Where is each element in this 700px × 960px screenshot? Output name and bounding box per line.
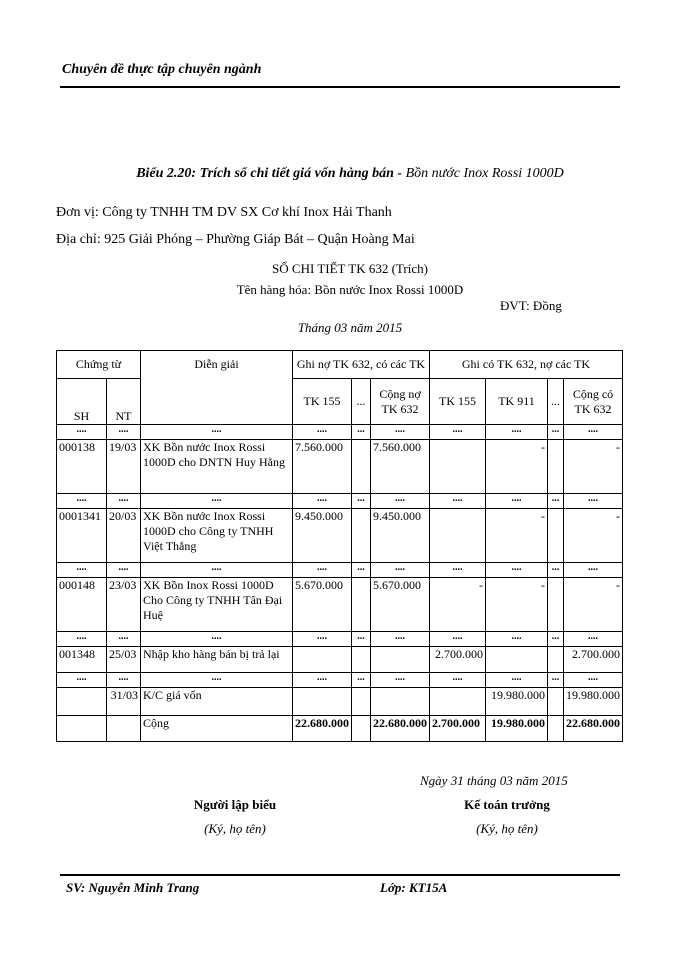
dots-cell: ....: [486, 673, 548, 688]
cell-nt: 31/03: [107, 688, 141, 716]
dots-cell: ....: [141, 425, 293, 440]
cell-congno: [371, 688, 430, 716]
col-cong-co: Cộng có TK 632: [564, 379, 623, 425]
running-header: Chuyên đề thực tập chuyên ngành: [62, 62, 262, 77]
cell-nodots: [352, 688, 371, 716]
col-dots-co: ...: [548, 379, 564, 425]
dots-cell: ....: [57, 563, 107, 578]
dots-cell: ...: [548, 632, 564, 647]
cell-dien-giai: XK Bồn nước Inox Rossi 1000D cho Công ty TNHH Việt Thắng: [141, 509, 293, 563]
dots-cell: ....: [564, 494, 623, 509]
cell-nt: 19/03: [107, 440, 141, 494]
cell-sh: 000148: [57, 578, 107, 632]
cell-sh: [57, 688, 107, 716]
cell-nodots: [352, 578, 371, 632]
cell-co911: [486, 647, 548, 673]
cell-codots: [548, 578, 564, 632]
dots-cell: ....: [107, 494, 141, 509]
cell-sh: 000138: [57, 440, 107, 494]
header-rule: [60, 86, 620, 88]
dots-cell: ...: [352, 563, 371, 578]
col-tk911: TK 911: [486, 379, 548, 425]
dots-cell: ....: [57, 632, 107, 647]
cell-dien-giai: XK Bồn nước Inox Rossi 1000D cho DNTN Huy Hằng: [141, 440, 293, 494]
dots-cell: ....: [486, 563, 548, 578]
dots-cell: ....: [141, 673, 293, 688]
cell-co911: -: [486, 440, 548, 494]
dots-cell: ....: [141, 494, 293, 509]
document-title: [0, 166, 700, 182]
cell-congco: 19.980.000: [564, 688, 623, 716]
cell-nodots: [352, 440, 371, 494]
dots-cell: ....: [430, 632, 486, 647]
col-tk155-co: TK 155: [430, 379, 486, 425]
item-name: Tên hàng hóa: Bồn nước Inox Rossi 1000D: [236, 282, 464, 297]
unit-address: Địa chỉ: 925 Giải Phóng – Phường Giáp Bát – Quận Hoàng Mai: [56, 232, 415, 247]
cell-empty: [107, 716, 141, 742]
cell-congco: 2.700.000: [564, 647, 623, 673]
dots-cell: ....: [107, 673, 141, 688]
dots-cell: ....: [430, 494, 486, 509]
dots-cell: ...: [548, 563, 564, 578]
cell-no155: 9.450.000: [293, 509, 352, 563]
chief-accountant-sign-note: (Ký, họ tên): [476, 821, 538, 836]
dots-row: [57, 632, 623, 647]
cell-dien-giai: XK Bồn Inox Rossi 1000D Cho Công ty TNHH Tân Đại Huệ: [141, 578, 293, 632]
dots-cell: ....: [564, 673, 623, 688]
cell-nodots: [352, 647, 371, 673]
cell-nt: 25/03: [107, 647, 141, 673]
cell-codots: [548, 509, 564, 563]
dots-cell: ....: [107, 632, 141, 647]
col-sh: SH: [57, 379, 107, 425]
dots-cell: ....: [486, 425, 548, 440]
cell-nt: 23/03: [107, 578, 141, 632]
dots-cell: ...: [352, 673, 371, 688]
total-label: Cộng: [141, 716, 293, 742]
col-nt: NT: [107, 379, 141, 425]
dots-cell: ....: [107, 425, 141, 440]
table-row: [57, 440, 623, 494]
cell-empty: [548, 716, 564, 742]
dots-cell: ....: [141, 563, 293, 578]
total-row: [57, 716, 623, 742]
table-row: [57, 509, 623, 563]
col-tk155-no: TK 155: [293, 379, 352, 425]
table-row: [57, 688, 623, 716]
col-dien-giai: Diễn giải: [141, 351, 293, 425]
cell-no155: [293, 688, 352, 716]
class-name: Lớp: KT15A: [380, 880, 448, 895]
col-ghi-no: Ghi nợ TK 632, có các TK: [293, 351, 430, 379]
cell-congco: -: [564, 440, 623, 494]
cell-dien-giai: K/C giá vốn: [141, 688, 293, 716]
col-cong-no: Cộng nợ TK 632: [371, 379, 430, 425]
dots-cell: ....: [293, 494, 352, 509]
preparer-title: Người lập biểu: [193, 797, 277, 812]
cell-congno: 9.450.000: [371, 509, 430, 563]
cell-congno: 5.670.000: [371, 578, 430, 632]
col-dots-no: ...: [352, 379, 371, 425]
dots-cell: ....: [371, 563, 430, 578]
dots-cell: ....: [564, 563, 623, 578]
dots-cell: ...: [548, 494, 564, 509]
total-congco: 22.680.000: [564, 716, 623, 742]
total-no155: 22.680.000: [293, 716, 352, 742]
ledger-title: SỔ CHI TIẾT TK 632 (Trích): [272, 261, 428, 276]
cell-co155: -: [430, 578, 486, 632]
dots-row: [57, 425, 623, 440]
unit-name: Đơn vị: Công ty TNHH TM DV SX Cơ khí Inox Hải Thanh: [56, 205, 392, 220]
cell-sh: 001348: [57, 647, 107, 673]
dots-cell: ....: [371, 494, 430, 509]
ledger-table: [56, 350, 623, 742]
dots-cell: ....: [430, 425, 486, 440]
cell-codots: [548, 688, 564, 716]
dots-cell: ...: [352, 425, 371, 440]
footer-rule: [60, 874, 620, 876]
dots-cell: ....: [293, 673, 352, 688]
cell-congco: -: [564, 578, 623, 632]
cell-codots: [548, 440, 564, 494]
cell-co155: [430, 509, 486, 563]
dots-cell: ...: [352, 494, 371, 509]
period: Tháng 03 năm 2015: [297, 320, 403, 335]
student-name: SV: Nguyễn Minh Trang: [66, 880, 200, 895]
col-chung-tu: Chứng từ: [57, 351, 141, 379]
col-ghi-co: Ghi có TK 632, nợ các TK: [430, 351, 623, 379]
cell-co155: 2.700.000: [430, 647, 486, 673]
dots-cell: ....: [293, 632, 352, 647]
dots-cell: ....: [141, 632, 293, 647]
total-co155: 2.700.000: [430, 716, 486, 742]
dots-cell: ....: [486, 494, 548, 509]
total-congno: 22.680.000: [371, 716, 430, 742]
dots-cell: ....: [486, 632, 548, 647]
currency-unit: ĐVT: Đồng: [500, 298, 562, 313]
cell-co911: -: [486, 509, 548, 563]
dots-cell: ....: [57, 494, 107, 509]
cell-congno: [371, 647, 430, 673]
dots-cell: ....: [293, 563, 352, 578]
dots-cell: ....: [430, 563, 486, 578]
cell-congco: -: [564, 509, 623, 563]
cell-co155: [430, 688, 486, 716]
cell-co911: 19.980.000: [486, 688, 548, 716]
dots-cell: ....: [430, 673, 486, 688]
cell-nt: 20/03: [107, 509, 141, 563]
cell-congno: 7.560.000: [371, 440, 430, 494]
cell-co155: [430, 440, 486, 494]
dots-cell: ....: [564, 632, 623, 647]
dots-cell: ....: [371, 673, 430, 688]
cell-co911: -: [486, 578, 548, 632]
table-row: [57, 578, 623, 632]
dots-cell: ....: [371, 632, 430, 647]
cell-empty: [57, 716, 107, 742]
dots-cell: ...: [352, 632, 371, 647]
total-co911: 19.980.000: [486, 716, 548, 742]
dots-cell: ...: [548, 425, 564, 440]
cell-no155: 5.670.000: [293, 578, 352, 632]
cell-sh: 0001341: [57, 509, 107, 563]
dots-cell: ....: [371, 425, 430, 440]
dots-cell: ....: [57, 425, 107, 440]
title-main: Biểu 2.20: Trích sổ chi tiết giá vốn hàng bán -: [136, 166, 406, 181]
preparer-sign-note: (Ký, họ tên): [204, 821, 266, 836]
cell-empty: [352, 716, 371, 742]
dots-cell: ...: [548, 673, 564, 688]
dots-cell: ....: [57, 673, 107, 688]
dots-row: [57, 673, 623, 688]
dots-cell: ....: [564, 425, 623, 440]
dots-cell: ....: [107, 563, 141, 578]
dots-row: [57, 494, 623, 509]
signature-date: Ngày 31 tháng 03 năm 2015: [420, 773, 568, 788]
cell-codots: [548, 647, 564, 673]
table-row: [57, 647, 623, 673]
cell-no155: [293, 647, 352, 673]
cell-nodots: [352, 509, 371, 563]
dots-row: [57, 563, 623, 578]
chief-accountant-title: Kế toán trưởng: [464, 797, 550, 812]
dots-cell: ....: [293, 425, 352, 440]
title-sub: Bồn nước Inox Rossi 1000D: [405, 166, 564, 181]
cell-no155: 7.560.000: [293, 440, 352, 494]
cell-dien-giai: Nhập kho hàng bán bị trả lại: [141, 647, 293, 673]
